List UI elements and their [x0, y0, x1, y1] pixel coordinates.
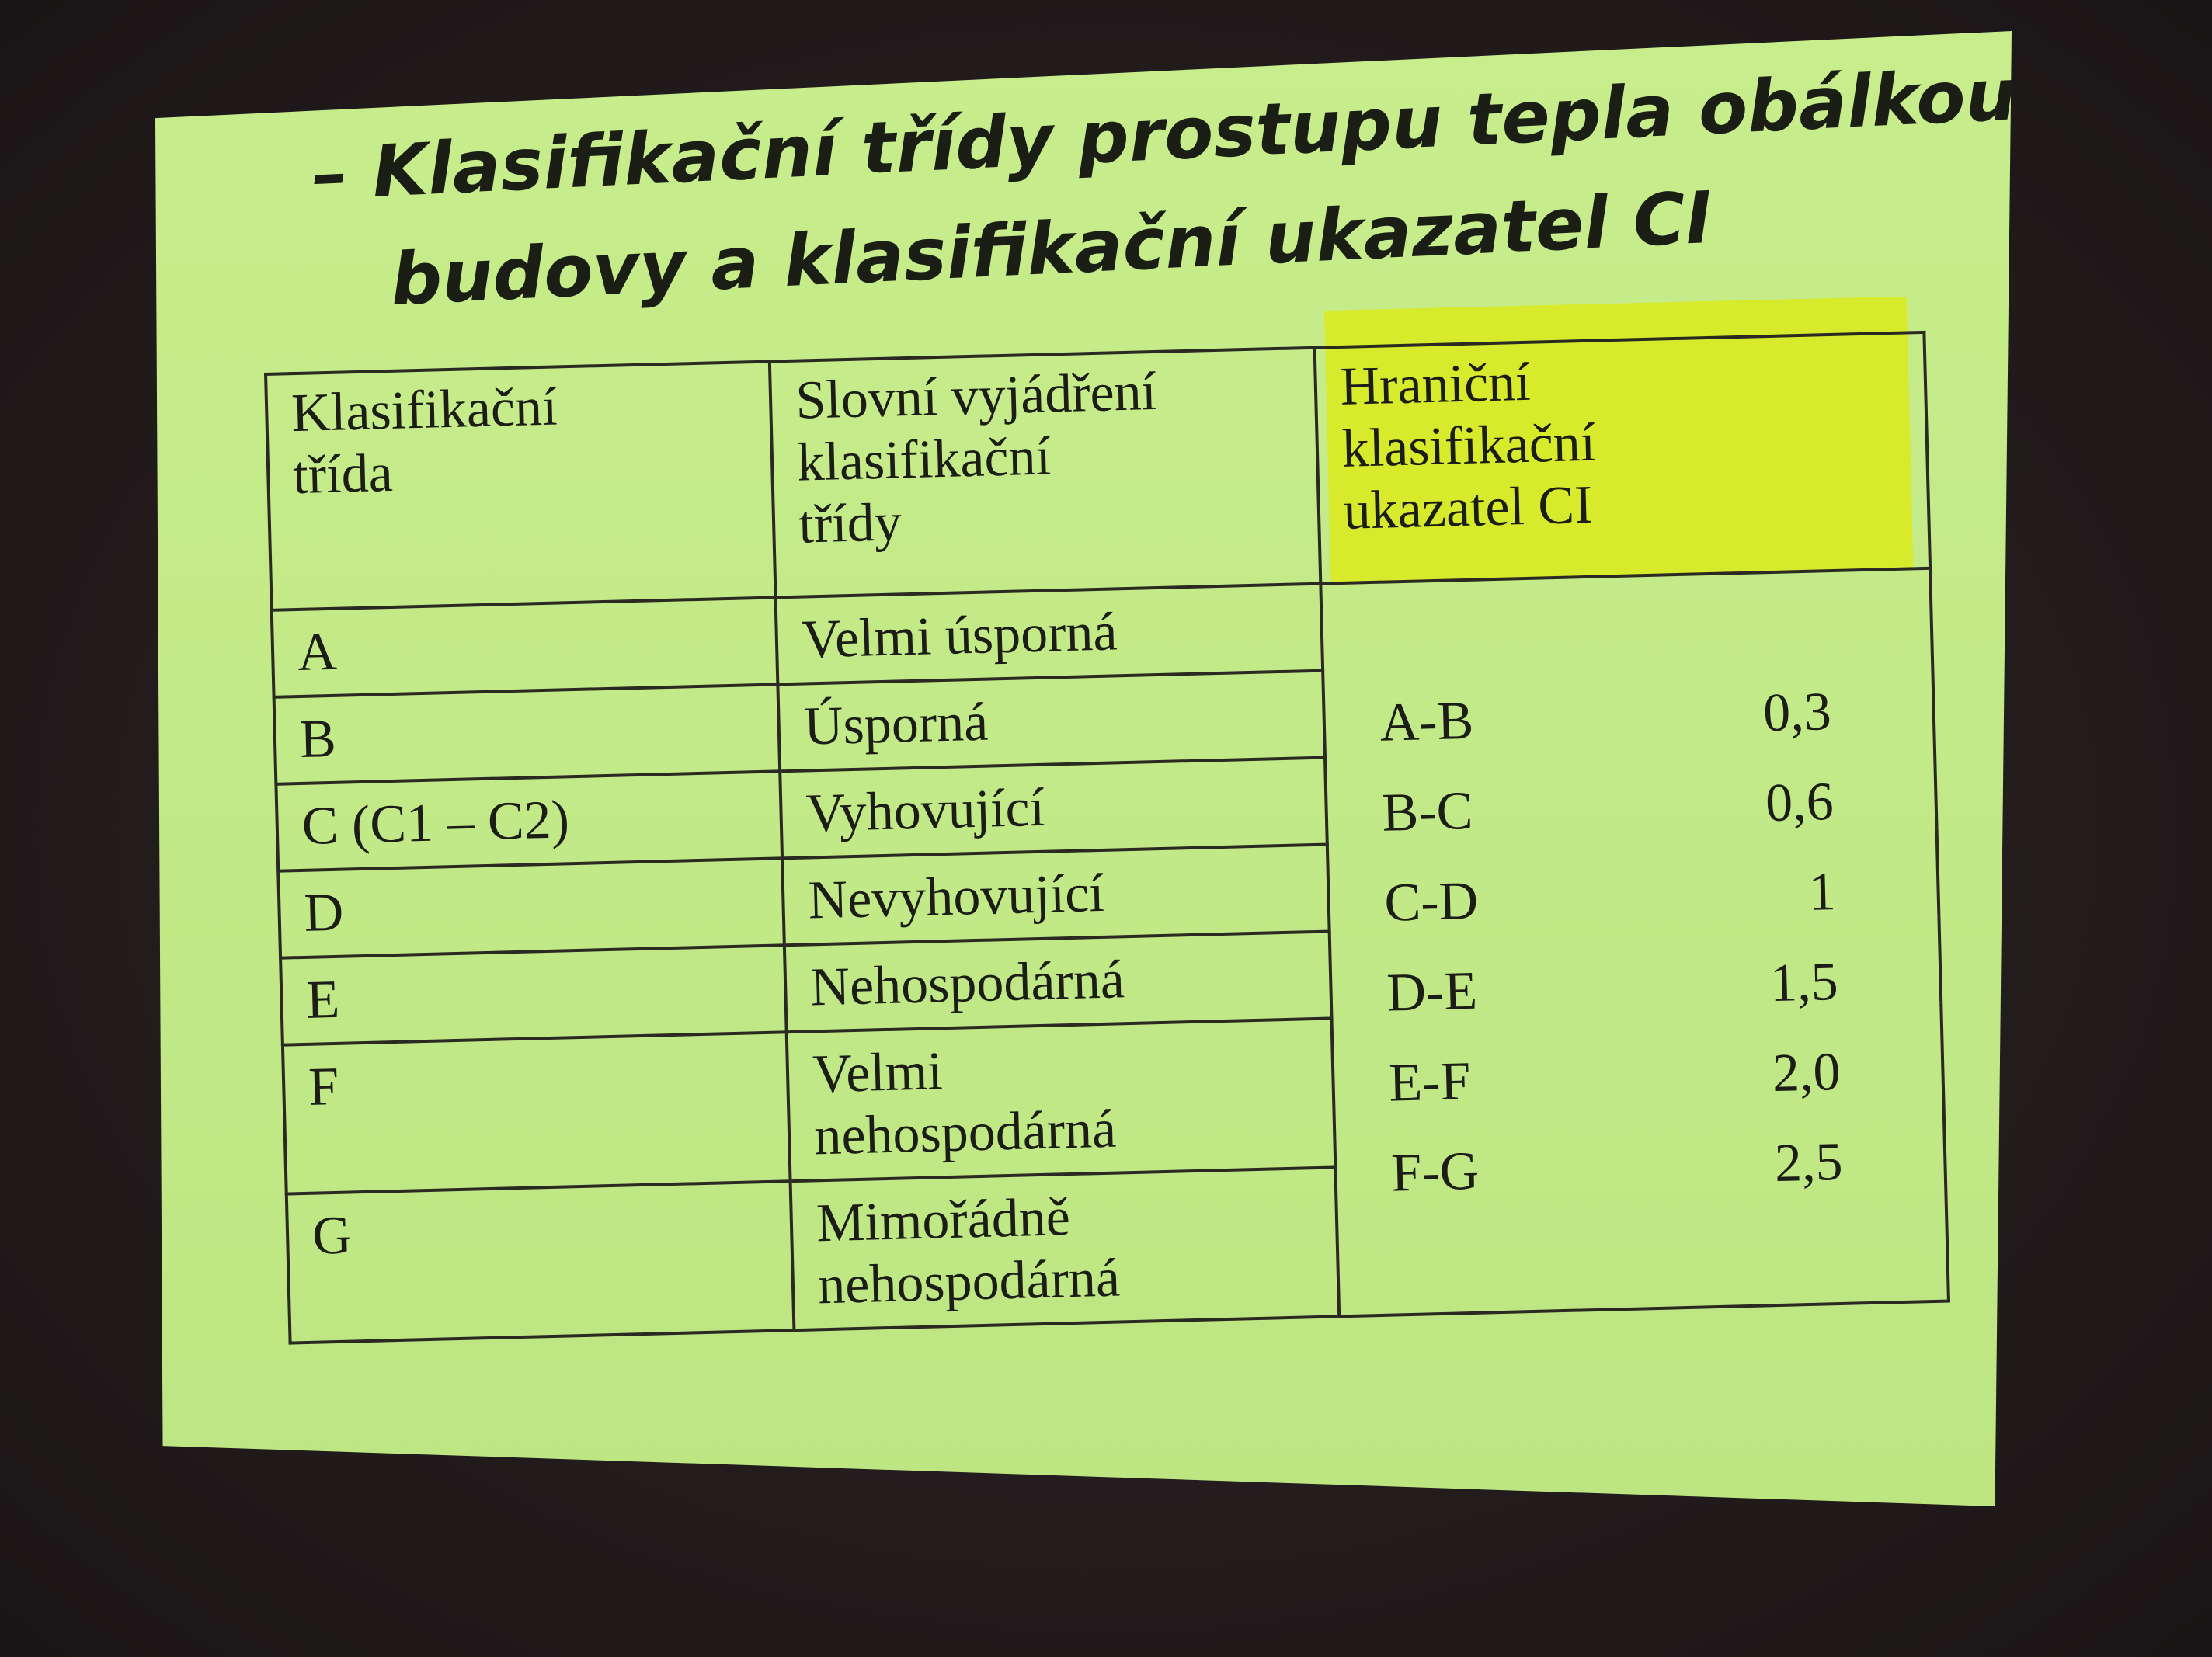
bound-value: 2,5 [1773, 1131, 1844, 1194]
bound-pair: D-E [1386, 961, 1479, 1023]
ci-bounds-cell [1320, 568, 1949, 1317]
bound-row [1390, 1116, 1890, 1218]
title-line-2: budovy a klasifikační ukazatel CI [388, 175, 1714, 321]
bound-value: 1 [1807, 862, 1837, 922]
class-cell: E [280, 945, 787, 1044]
ci-bounds-list [1348, 665, 1922, 1220]
bound-pair: E-F [1388, 1051, 1472, 1113]
description-cell: Vyhovující [780, 758, 1327, 859]
class-cell: G [287, 1181, 795, 1343]
class-cell: A [272, 597, 778, 696]
class-cell: F [283, 1032, 791, 1193]
table-header-row [266, 332, 1930, 610]
bound-pair: F-G [1390, 1141, 1480, 1204]
header-class: Klasifikační třída [266, 362, 776, 610]
bound-value: 0,6 [1765, 772, 1835, 834]
bound-row [1383, 846, 1883, 949]
description-cell: Velmi úsporná [776, 584, 1323, 685]
bound-pair: C-D [1383, 870, 1480, 933]
class-cell: C (C1 – C2) [276, 771, 782, 870]
class-cell: B [274, 684, 781, 783]
bound-row [1381, 756, 1881, 859]
header-ci: Hraniční klasifikační ukazatel CI [1314, 332, 1930, 584]
bound-value: 2,0 [1771, 1041, 1842, 1104]
bound-pair: B-C [1381, 780, 1474, 843]
bound-row [1379, 666, 1879, 769]
bound-value: 1,5 [1769, 951, 1839, 1014]
description-cell: Úsporná [778, 671, 1325, 772]
description-cell: Mimořádně nehospodárná [791, 1167, 1339, 1330]
bound-row [1388, 1026, 1888, 1128]
classification-table-wrap [264, 331, 1953, 1460]
title-line-1: – Klasifikační třídy prostupu tepla obálkou [310, 53, 2019, 217]
bound-pair: A-B [1379, 690, 1475, 753]
bound-row [1386, 936, 1886, 1038]
class-cell: D [278, 858, 784, 957]
header-description: Slovní vyjádření klasifikační třídy [770, 348, 1320, 598]
bound-value: 0,3 [1762, 682, 1832, 744]
classification-table [264, 331, 1950, 1345]
description-cell: Nevyhovující [782, 845, 1329, 946]
description-cell: Nehospodárná [784, 932, 1331, 1033]
description-cell: Velmi nehospodárná [787, 1018, 1335, 1181]
